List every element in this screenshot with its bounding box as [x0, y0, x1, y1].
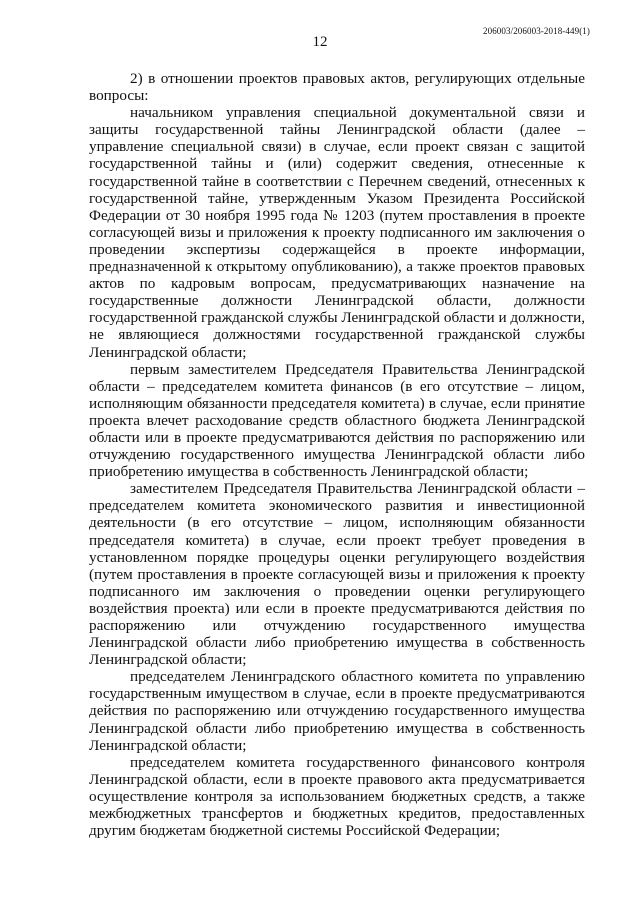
paragraph-legal-acts-intro: 2) в отношении проектов правовых актов, регулирующих отдельные вопросы:	[89, 70, 585, 105]
document-code: 206003/206003-2018-449(1)	[483, 26, 590, 36]
paragraph-deputy-economic-development: заместителем Председателя Правительства Ленинградской области – председателем комитета экономического развития и инвестиционной деятельности (в его отсутствие – лицом, исполняющим обязанности председателя комитета) в случае, если проект требует проведения в установленном порядке процедуры оценки регулирующего воздействия (путем проставления в проекте согласующей визы и приложения к проекту подписанного им заключения о проведении оценки регулирующего воздействия проекта) или если в проекте предусматриваются действия по распоряжению или отчуждению государственного имущества Ленинградской области либо приобретению имущества в собственность Ленинградской области;	[89, 480, 585, 669]
paragraph-special-communications: начальником управления специальной документальной связи и защиты государственной тайны Ленинградской области (далее – управление специальной связи) в случае, если проект связан с защитой государственной тайны и (или) содержит сведения, отнесенные к государственной тайне в соответствии с Перечнем сведений, отнесенных к государственной тайне, утвержденным Указом Президента Российской Федерации от 30 ноября 1995 года № 1203 (путем проставления в проекте согласующей визы и приложения к проекту подписанного им заключения о проведении экспертизы содержащейся в проекте информации, предназначенной к открытому опубликованию), а также проектов правовых актов по кадровым вопросам, предусматривающих назначение на государственные должности Ленинградской области, должности государственной гражданской службы Ленинградской области и должности, не являющиеся должностями государственной гражданской службы Ленинградской области;	[89, 104, 585, 361]
paragraph-financial-control: председателем комитета государственного финансового контроля Ленинградской области, если в проекте правового акта предусматривается осуществление контроля за использованием бюджетных средств, а также межбюджетных трансфертов и бюджетных кредитов, предоставленных другим бюджетам бюджетной системы Российской Федерации;	[89, 753, 585, 840]
paragraph-property-committee: председателем Ленинградского областного комитета по управлению государственным имуществом в случае, если в проекте предусматриваются действия по распоряжению или отчуждению государственного имущества Ленинградской области либо приобретению имущества в собственность Ленинградской области;	[89, 668, 585, 754]
page-number: 12	[312, 34, 328, 50]
document-body	[89, 70, 585, 839]
paragraph-first-deputy-finance: первым заместителем Председателя Правительства Ленинградской области – председателем комитета финансов (в его отсутствие – лицом, исполняющим обязанности председателя комитета) в случае, если принятие проекта влечет расходование средств областного бюджета Ленинградской области или в проекте предусматриваются действия по распоряжению или отчуждению государственного имущества Ленинградской области либо приобретению имущества в собственность Ленинградской области;	[89, 360, 585, 481]
